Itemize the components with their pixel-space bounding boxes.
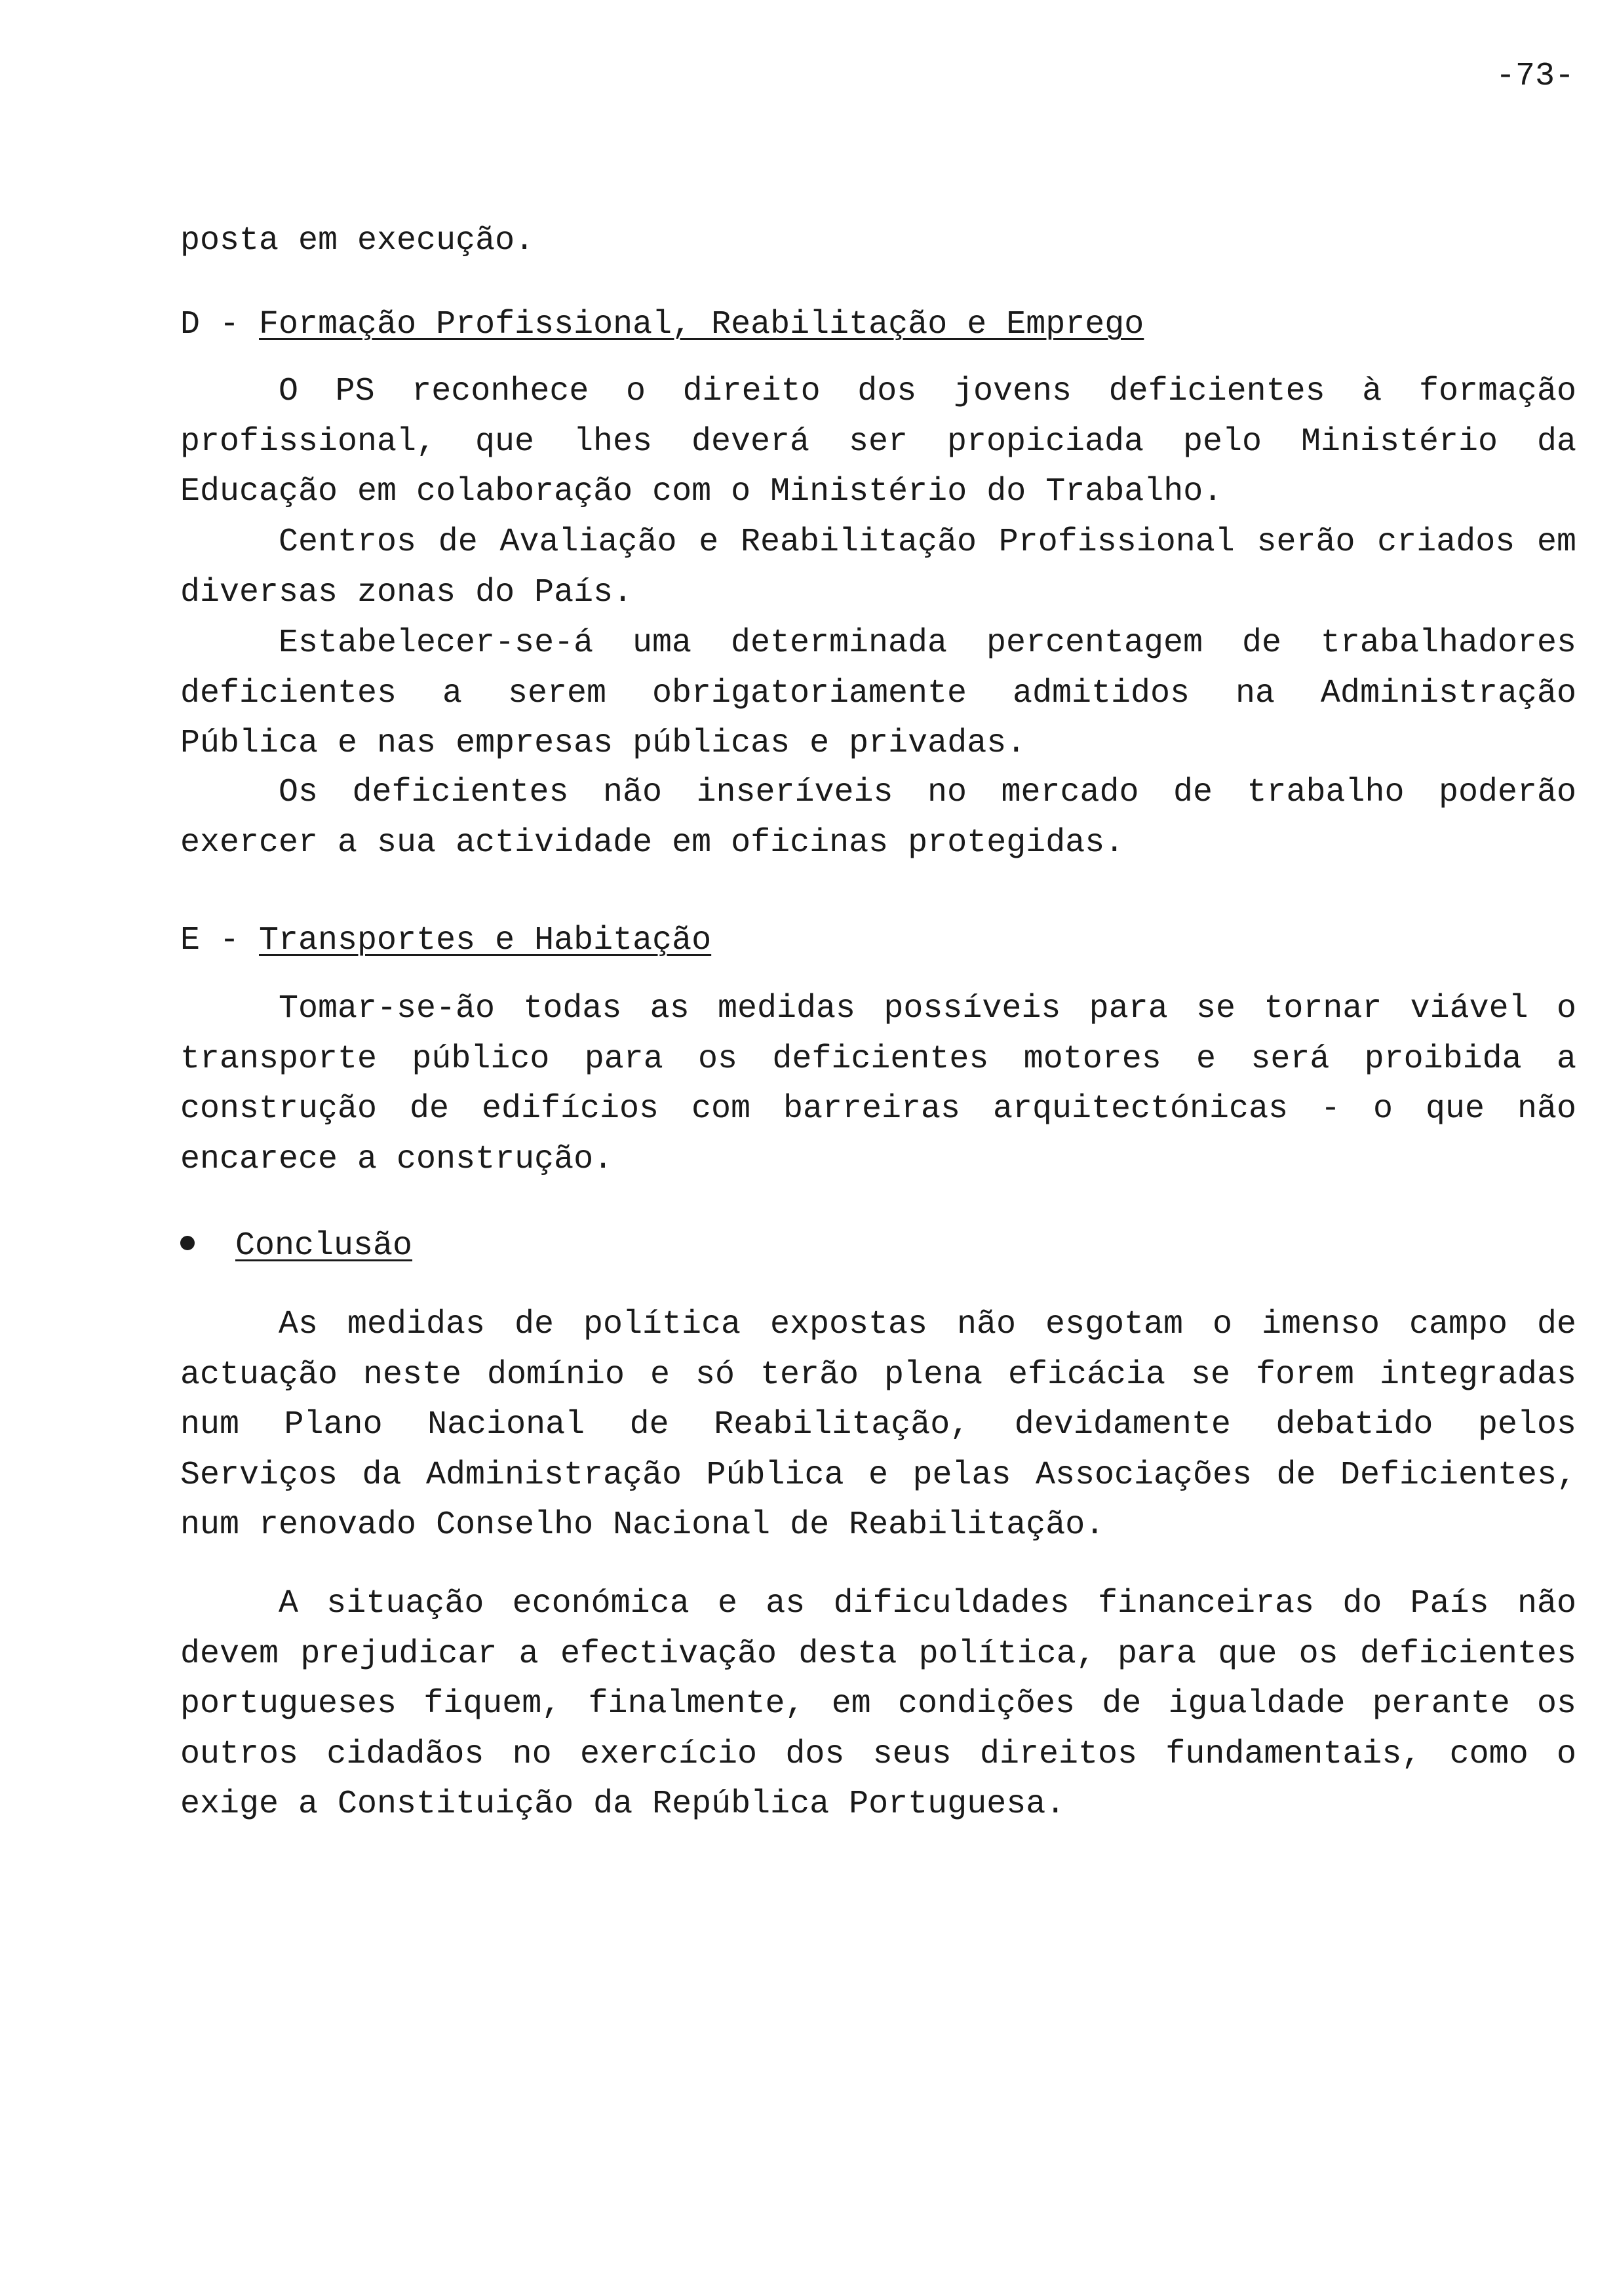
section-e-heading xyxy=(180,916,711,966)
section-d-title: Formação Profissional, Reabilitação e Emprego xyxy=(259,306,1144,343)
section-e-letter: E - xyxy=(180,922,240,959)
conclusion-paragraph-2: A situação económica e as dificuldades financeiras do País não devem prejudicar a efectivação desta política, para que os deficientes portugueses fiquem, finalmente, em condições de igualdade perante os outros cidadãos no exercício dos seus direitos fundamentais, como o exige a Constituição da República Portuguesa. xyxy=(180,1585,1576,1823)
conclusion-heading xyxy=(180,1221,412,1271)
section-e-title: Transportes e Habitação xyxy=(259,922,712,959)
section-d-paragraph-4: Os deficientes não inseríveis no mercado de trabalho poderão exercer a sua actividade em oficinas protegidas. xyxy=(180,774,1576,862)
conclusion-title: Conclusão xyxy=(235,1227,413,1265)
section-d-heading xyxy=(180,300,1144,350)
bullet-icon xyxy=(180,1236,195,1250)
section-d-letter: D - xyxy=(180,306,240,343)
conclusion-paragraph-1: As medidas de política expostas não esgotam o imenso campo de actuação neste domínio e só terão plena eficácia se forem integradas num Plano Nacional de Reabilitação, devidamente debatido pelos Serviços da Administração Pública e pelas Associações de Deficientes, num renovado Conselho Nacional de Reabilitação. xyxy=(180,1306,1576,1544)
section-d-paragraph-1: O PS reconhece o direito dos jovens deficientes à formação profissional, que lhes deverá ser propiciada pelo Ministério da Educação em colaboração com o Ministério do Trabalho. xyxy=(180,373,1576,510)
section-d-paragraph-2: Centros de Avaliação e Reabilitação Profissional serão criados em diversas zonas do País. xyxy=(180,524,1576,611)
section-e-paragraph-1: Tomar-se-ão todas as medidas possíveis para se tornar viável o transporte público para os deficientes motores e será proibida a construção de edifícios com barreiras arquitectónicas - o que não encarece a construção. xyxy=(180,990,1576,1178)
intro-line: posta em execução. xyxy=(180,222,535,259)
section-d-paragraph-3: Estabelecer-se-á uma determinada percentagem de trabalhadores deficientes a serem obrigatoriamente admitidos na Administração Pública e nas empresas públicas e privadas. xyxy=(180,624,1576,762)
page-number: -73- xyxy=(1496,58,1575,95)
